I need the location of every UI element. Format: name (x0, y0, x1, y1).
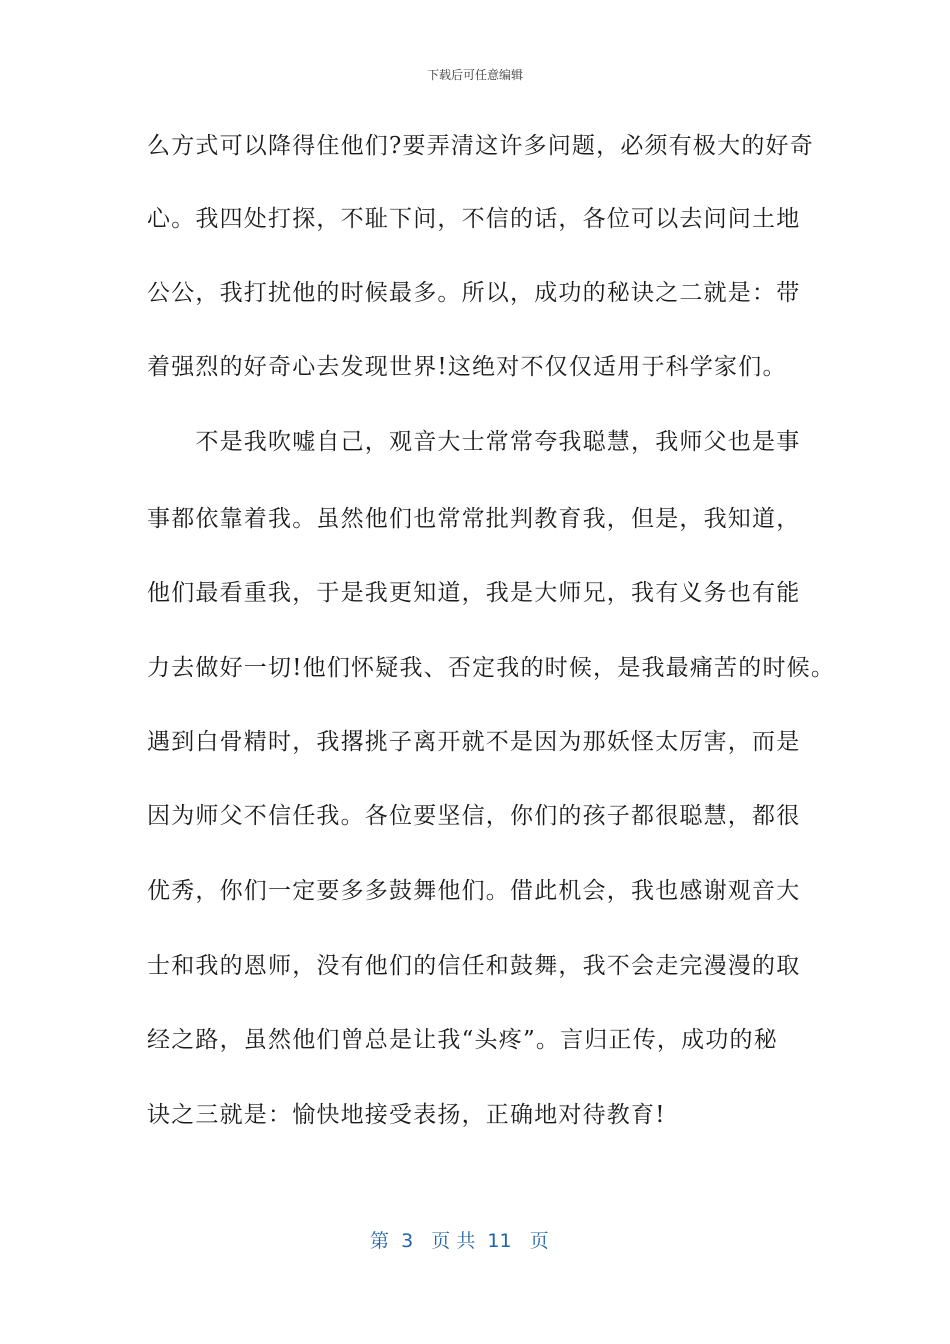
text-line: 士和我的恩师，没有他们的信任和鼓舞，我不会走完漫漫的取 (147, 953, 801, 979)
text-line: 优秀，你们一定要多多鼓舞他们。借此机会，我也感谢观音大 (147, 878, 801, 904)
text-line: 力去做好一切!他们怀疑我、否定我的时候，是我最痛苦的时候。 (147, 655, 836, 681)
text-line: 事都依靠着我。虽然他们也常常批判教育我，但是，我知道， (147, 506, 801, 532)
text-line: 心。我四处打探，不耻下问，不信的话，各位可以去问问土地 (147, 206, 801, 232)
text-line: 诀之三就是：愉快地接受表扬，正确地对待教育! (147, 1102, 666, 1128)
page-header: 下载后可任意编辑 (426, 68, 523, 82)
text-line: 着强烈的好奇心去发现世界!这绝对不仅仅适用于科学家们。 (147, 354, 787, 380)
text-line: 因为师父不信任我。各位要坚信，你们的孩子都很聪慧，都很 (147, 803, 801, 829)
text-line: 遇到白骨精时，我撂挑子离开就不是因为那妖怪太厉害，而是 (147, 729, 801, 755)
text-line: 么方式可以降得住他们?要弄清这许多问题，必须有极大的好奇 (147, 133, 814, 159)
text-line: 公公，我打扰他的时候最多。所以，成功的秘诀之二就是：带 (147, 280, 801, 306)
text-line: 经之路，虽然他们曾总是让我“头疼”。言归正传，成功的秘 (147, 1027, 778, 1053)
text-line: 不是我吹嘘自己，观音大士常常夸我聪慧，我师父也是事 (147, 429, 801, 455)
text-line: 他们最看重我，于是我更知道，我是大师兄，我有义务也有能 (147, 580, 801, 606)
page-number-footer: 第 3 页 共 11 页 (370, 1230, 549, 1252)
